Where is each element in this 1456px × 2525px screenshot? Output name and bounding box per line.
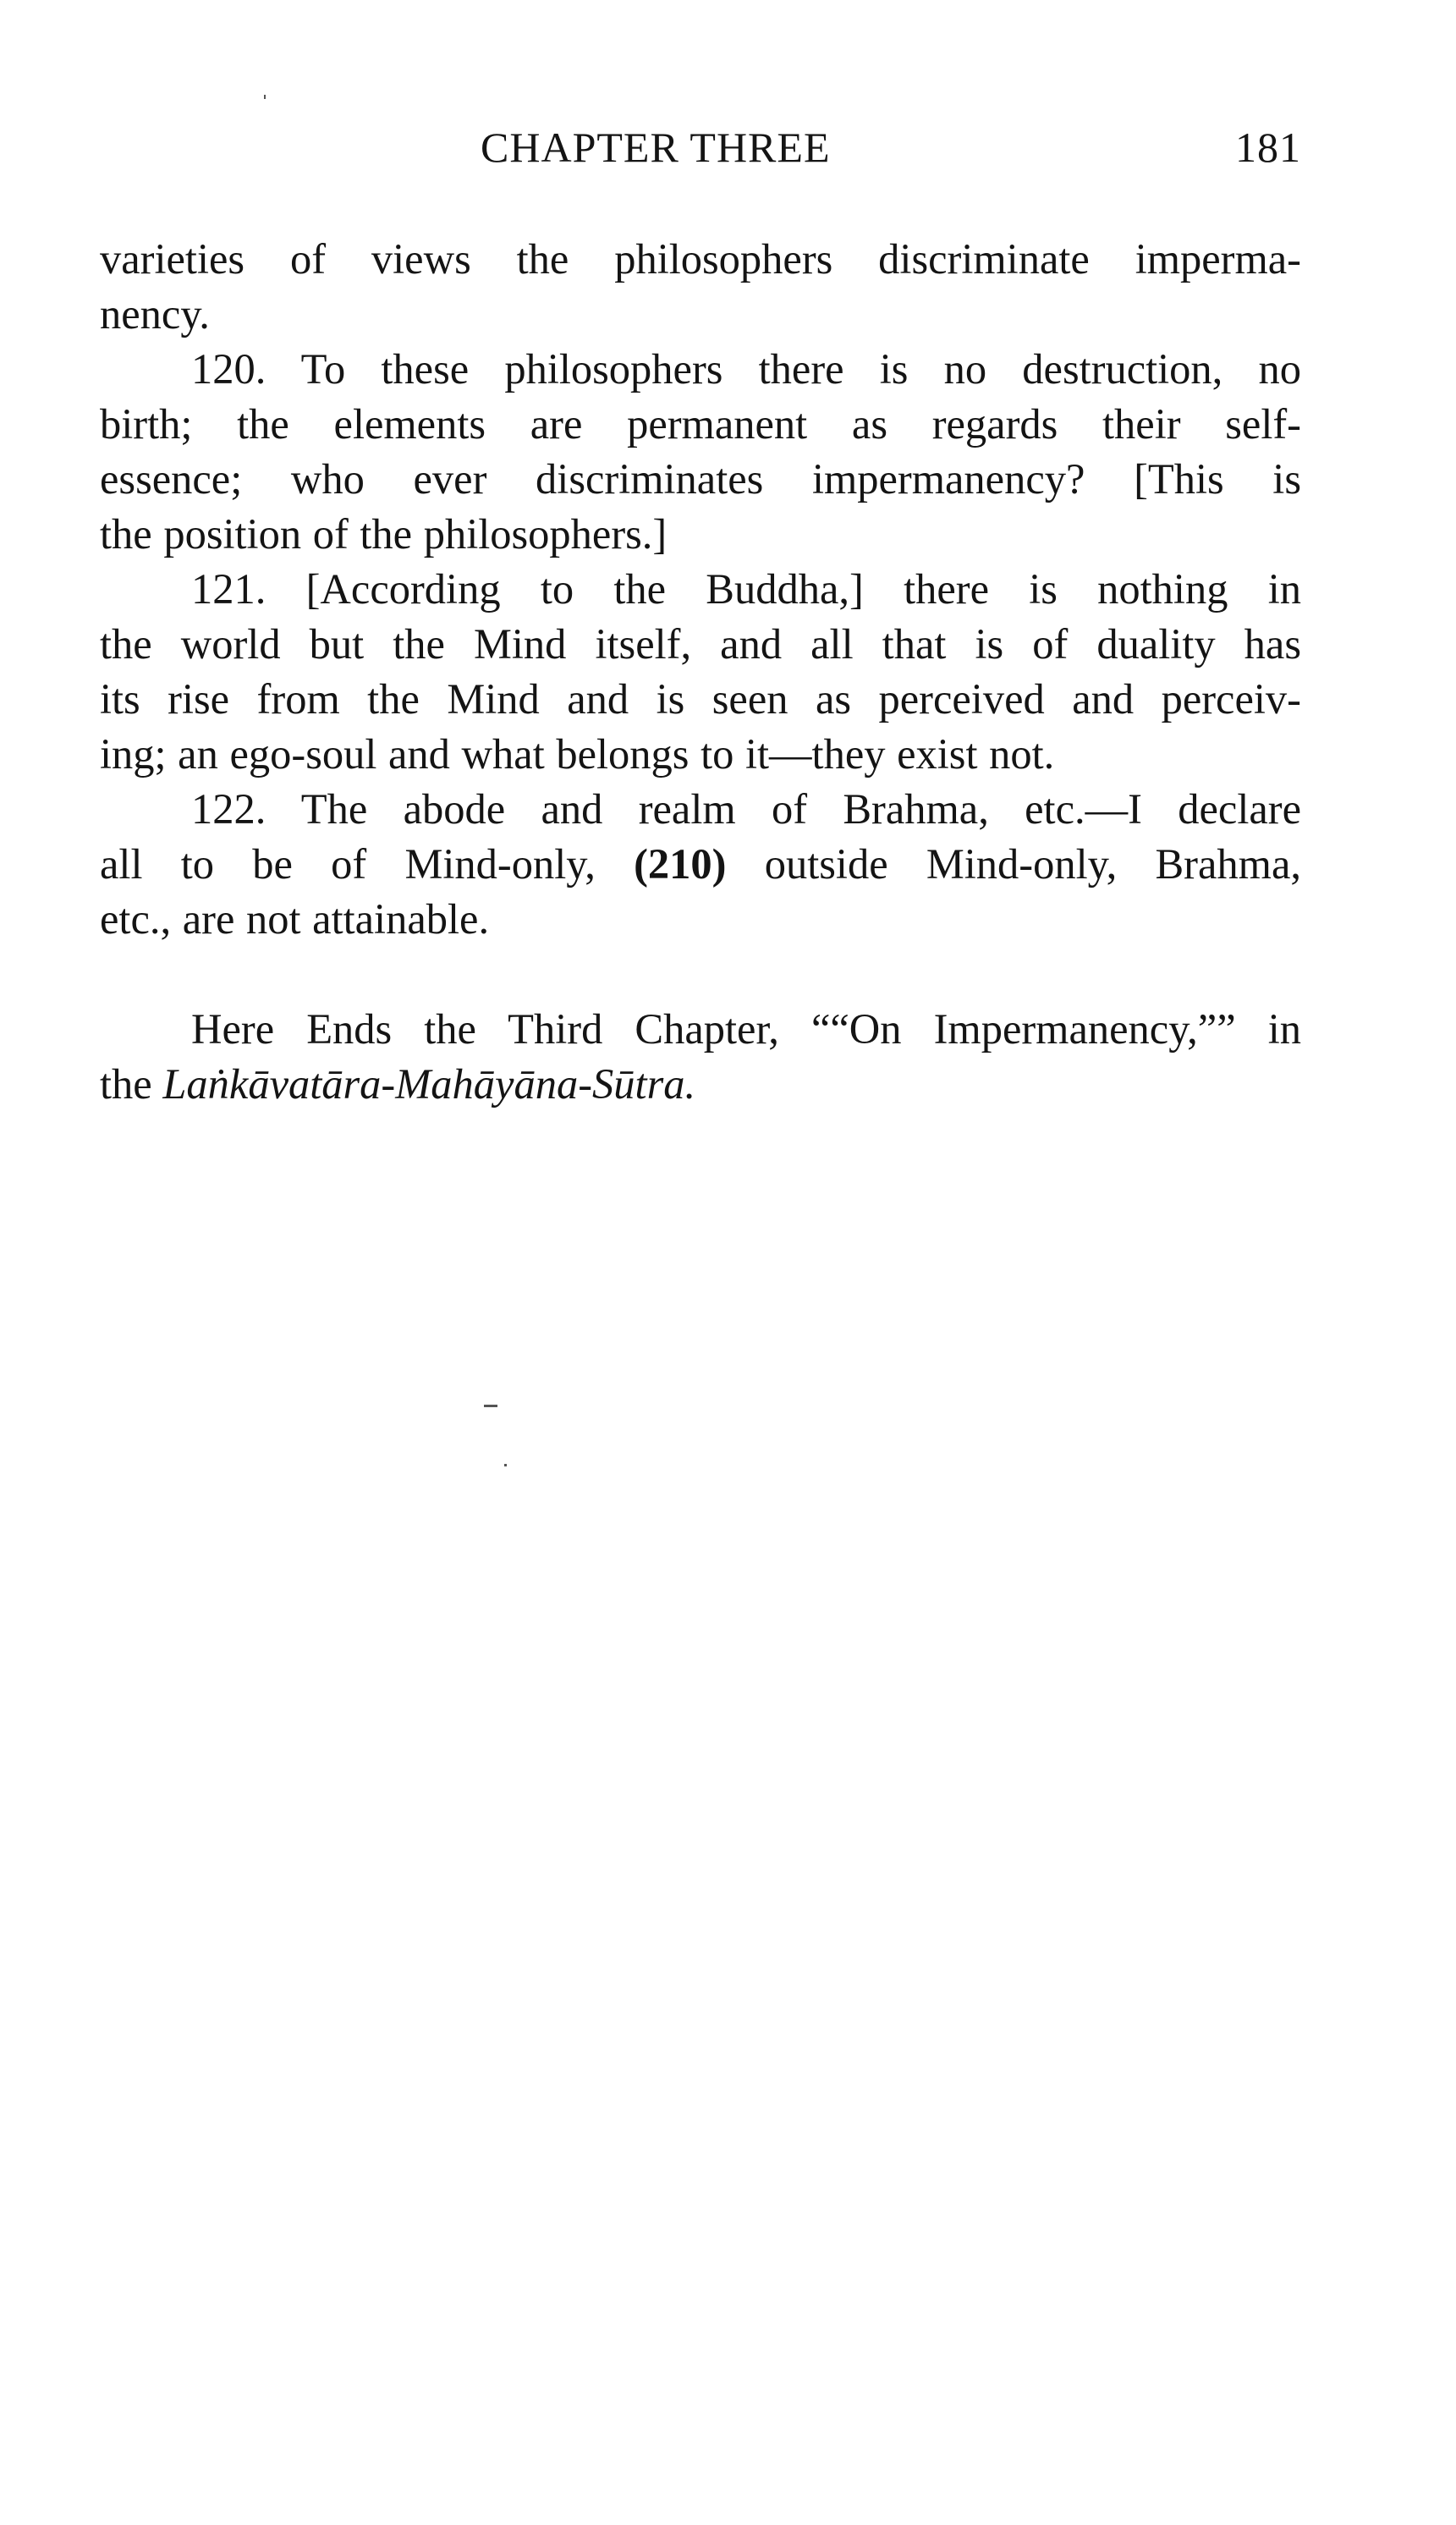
colophon-line [100, 1057, 1301, 1112]
chapter-title: CHAPTER THREE [481, 124, 831, 171]
sutra-title: Laṅkāvatāra-Mahāyāna-Sūtra. [162, 1060, 696, 1108]
scan-speck [504, 1464, 507, 1466]
running-head [100, 117, 1301, 178]
text-line: its rise from the Mind and is seen as perceived and perceiv- [100, 675, 1301, 723]
sanskrit-page-reference: (210) [634, 840, 727, 888]
text-line: ing; an ego-soul and what belongs to it—they exist not. [100, 730, 1055, 778]
colophon-line: Here Ends the Third Chapter, ““On Impermanency,”” in [191, 1005, 1301, 1053]
page-number: 181 [1235, 124, 1301, 171]
colophon-prefix: the [100, 1060, 152, 1108]
verse-120-line: 120. To these philosophers there is no destruction, no [191, 345, 1301, 393]
body-text [100, 232, 1301, 947]
text-fragment: outside Mind-only, Brahma, [764, 840, 1301, 888]
chapter-colophon [100, 1002, 1301, 1112]
verse-121-line: 121. [According to the Buddha,] there is nothing in [191, 565, 1301, 613]
text-line: etc., are not attainable. [100, 895, 490, 943]
text-line: nency. [100, 290, 210, 338]
scan-speck [264, 95, 266, 99]
text-line: essence; who ever discriminates impermanency? [This is [100, 455, 1301, 503]
text-fragment: all to be of Mind-only, [100, 840, 596, 888]
text-line: varieties of views the philosophers discriminate imperma- [100, 235, 1301, 283]
text-line: the position of the philosophers.] [100, 510, 668, 558]
book-page [100, 117, 1301, 1112]
verse-122-line: 122. The abode and realm of Brahma, etc.—I declare [191, 785, 1301, 833]
scan-speck [484, 1405, 497, 1407]
text-line [100, 837, 1301, 892]
text-line: birth; the elements are permanent as regards their self- [100, 400, 1301, 448]
text-line: the world but the Mind itself, and all that is of duality has [100, 620, 1301, 668]
